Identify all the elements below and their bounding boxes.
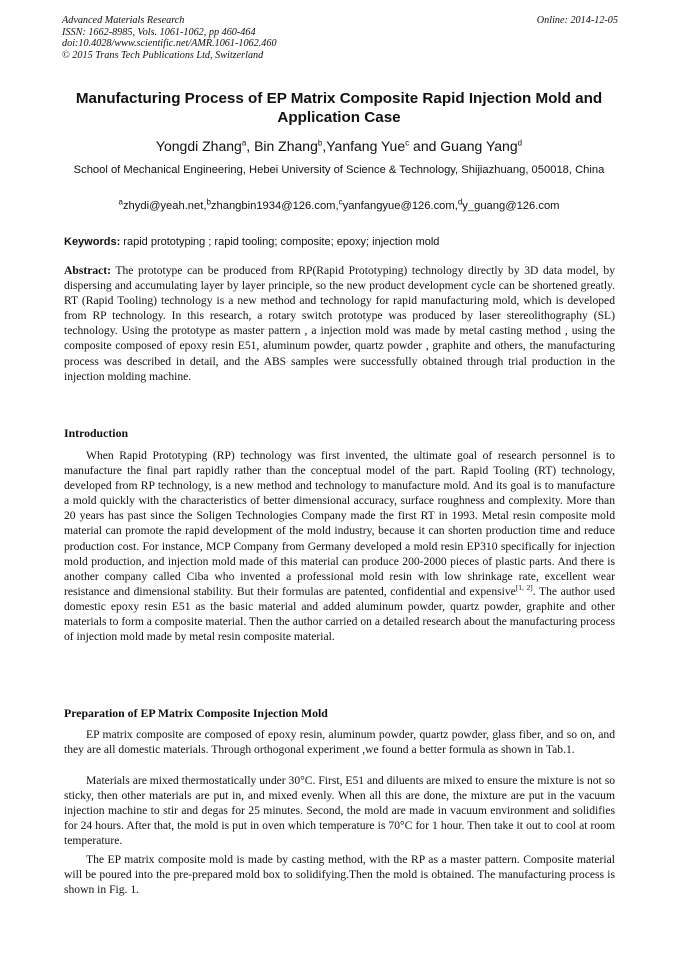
issn-line: ISSN: 1662-8985, Vols. 1061-1062, pp 460-464	[62, 26, 256, 38]
section-heading-introduction: Introduction	[64, 426, 129, 440]
email-address[interactable]: zhydi@yeah.net,	[122, 200, 207, 212]
journal-name: Advanced Materials Research	[62, 15, 185, 26]
introduction-paragraph	[64, 448, 615, 644]
author-name: Guang Yang	[440, 138, 518, 154]
email-mark: c	[338, 197, 343, 207]
author-mark: a	[241, 138, 247, 148]
email-mark: d	[457, 197, 463, 207]
author-separator: and	[409, 138, 441, 154]
intro-text-continued: . The author used domestic epoxy resin E51 as the basic material and added aluminum powder, quartz powder, graphite and other materials to form a composite material. Then the author carried on a detailed research about the manufacturing process of injection mold made by metal resin composite material.	[64, 584, 616, 644]
intro-text: When Rapid Prototyping (RP) technology was first invented, the ultimate goal of research personnel is to manufacture the final part rapidly rather than the conceptual model of the part. Rapid Tooling (RT) technology, developed from RP technology, is a new method and technology to manufacture mold. And its goal is to manufacture a mold quickly with the characteristics of better dimensional accuracy, surface roughness and complexity. More than 20 years has past since the Soligen Technologies Company made the first RT in 1993. Metal resin composite mold material can promote the rapid development of the mold industry, because it can shorten production time and reduce production cost. For instance, MCP Company from Germany developed a mold resin EP310 specifically for injection mold production, and injection mold made of this material can produce 200-2000 pieces of plastic parts. And there is another company called Ciba who invented a professional mold resin with low shrinkage rate, excellent wear resistance and dimensional stability. But their formulas are patented, confidential and expensive	[64, 449, 615, 598]
keywords-label: Keywords:	[64, 236, 121, 248]
email-mark: b	[206, 197, 211, 207]
section-heading-preparation: Preparation of EP Matrix Composite Injection Mold	[64, 706, 328, 720]
author-name: Yanfang Yue	[326, 138, 406, 154]
abstract	[64, 263, 615, 384]
author-separator: ,	[322, 138, 327, 154]
author-mark: c	[405, 138, 410, 148]
affiliation: School of Mechanical Engineering, Hebei University of Science & Technology, Shijiazhuang, 050018, China	[73, 164, 605, 176]
email-address[interactable]: zhangbin1934@126.com,	[210, 200, 339, 212]
author-name: Yongdi Zhang	[155, 138, 242, 154]
author-name: Bin Zhang	[254, 138, 318, 154]
copyright-line: © 2015 Trans Tech Publications Ltd, Switzerland	[62, 49, 264, 61]
citation[interactable]: [1, 2]	[515, 582, 533, 592]
preparation-paragraph-1: EP matrix composite are composed of epoxy resin, aluminum powder, quartz powder, glass fiber, and so on, and they are all domestic materials. Through orthogonal experiment ,we found a better formula as shown in Tab.1.	[64, 728, 615, 757]
email-mark: a	[118, 197, 123, 207]
abstract-label: Abstract:	[64, 264, 112, 277]
keywords	[64, 235, 618, 249]
preparation-paragraph-3: The EP matrix composite mold is made by casting method, with the RP as a master pattern. Composite material will be poured into the pre-prepared mold box to solidifying.Then the mold is obtained. The manufacturing process is shown in Fig. 1.	[64, 853, 615, 897]
author-mark: b	[317, 138, 323, 148]
doi-line: doi:10.4028/www.scientific.net/AMR.1061-1062.460	[62, 38, 277, 50]
email-address[interactable]: yanfangyue@126.com,	[342, 200, 458, 212]
author-mark: d	[517, 138, 523, 148]
online-date: Online: 2014-12-05	[536, 15, 618, 26]
preparation-paragraph-2: Materials are mixed thermostatically under 30°C. First, E51 and diluents are mixed to ensure the mixture is not so sticky, then other materials are put in, and mixed evenly. When all this are done, the mixture are put in the vacuum injection machine to stir and degas for 25 minutes. Second, the mold are made in vacuum environment and solidifies for 24 hours. After that, the mold is put in oven which temperature is 70°C for 1 hour. Then take it out to cool at room temperature.	[64, 774, 615, 848]
keywords-text: rapid prototyping ; rapid tooling; composite; epoxy; injection mold	[120, 236, 440, 248]
email-address[interactable]: y_guang@126.com	[462, 200, 560, 212]
author-separator: ,	[246, 138, 255, 154]
paper-title: Manufacturing Process of EP Matrix Composite Rapid Injection Mold and Application Case	[75, 90, 603, 126]
email-list	[60, 199, 618, 213]
journal-header	[62, 15, 618, 61]
abstract-text: The prototype can be produced from RP(Rapid Prototyping) technology directly by 3D data model, by dispersing and accumulating layer by layer principle, so the new product development cycle can be shortened greatly. RT (Rapid Tooling) technology is a new method and technology for rapid manufacturing mold, which is developed from RP technology. In this research, a rotary switch prototype was produced by laser stereolithography (SL) technology. Using the prototype as master pattern , a injection mold was made by metal casting method , using the composite composed of epoxy resin E51, aluminum powder, quartz powder , graphite and others, the manufacturing process was described in detail, and the ABS samples were successfully obtained through trial production in the injection molding machine.	[64, 264, 615, 383]
author-list	[60, 137, 618, 155]
